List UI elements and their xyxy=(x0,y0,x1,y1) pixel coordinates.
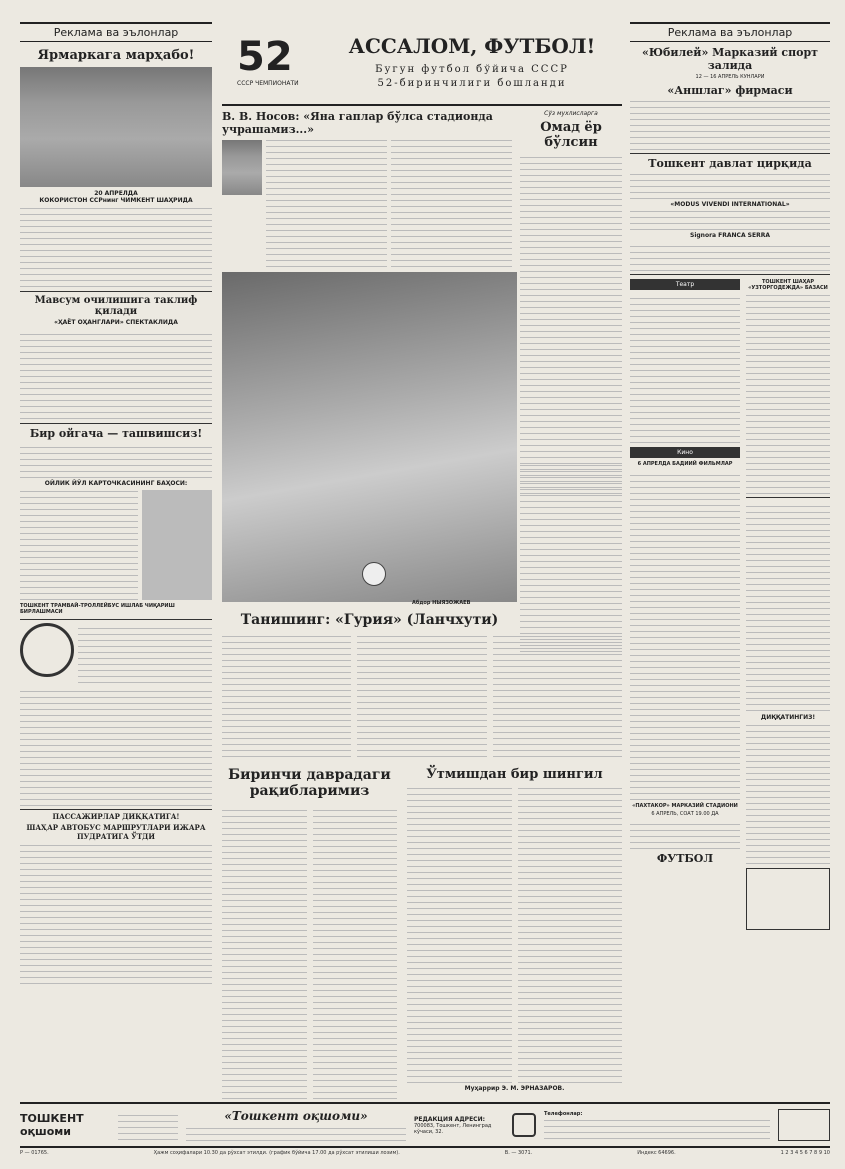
dikkat: ДИҚҚАТИНГИЗ! xyxy=(760,714,816,721)
bus-body-text xyxy=(20,844,212,984)
interview-text-2 xyxy=(391,140,512,285)
left-column xyxy=(20,22,212,1102)
transport-subtitle: ОЙЛИК ЙЎЛ КАРТОЧКАСИНИНГ БАҲОСИ: xyxy=(44,480,188,487)
interview-article xyxy=(222,110,512,285)
bordered-notice xyxy=(746,868,830,930)
anshlag-title: «Аншлаг» фирмаси xyxy=(667,84,793,97)
stadium-text xyxy=(630,819,740,849)
wishes-text xyxy=(520,154,622,494)
football-label: ФУТБОЛ xyxy=(656,852,714,865)
dikkat-text xyxy=(746,724,830,864)
wishes-text-2 xyxy=(520,462,622,652)
theatre-body-text xyxy=(20,329,212,419)
theatre-rubric: Театр xyxy=(630,279,740,290)
calendar-list-2 xyxy=(313,805,398,1102)
match-title: Танишинг: «Гурия» (Ланчхути) xyxy=(240,612,499,628)
tramway-note: ТОШКЕНТ ТРАМВАЙ-ТРОЛЛЕЙБУС ИШЛАБ ЧИҚАРИШ БИРЛАШМАСИ xyxy=(20,603,175,615)
footer-index: Индекс 64696. xyxy=(637,1150,676,1156)
calendar-list-1 xyxy=(222,805,307,1102)
masthead-center-text xyxy=(186,1123,406,1141)
telephones-text xyxy=(544,1117,770,1139)
jubilee-title: «Юбилей» Марказий спорт залида xyxy=(642,46,818,72)
signora: Signora FRANCA SERRA xyxy=(690,232,770,239)
history-text-1 xyxy=(407,788,512,1083)
calendar-title: Биринчи даврадаги рақибларимиз xyxy=(228,767,391,799)
right-column xyxy=(630,22,830,1102)
cinema-rubric: Кино xyxy=(630,447,740,458)
emblem-icon xyxy=(20,623,74,677)
redaction-address: 700083, Тошкент, Ленинград кўчаси, 32. xyxy=(414,1122,492,1135)
anshlag-text xyxy=(630,100,830,150)
editor-line: Муҳаррир Э. М. ЭРНАЗАРОВ. xyxy=(464,1085,565,1092)
transport-title: Бир ойгача — ташвишсиз! xyxy=(29,427,203,440)
masthead-left-text xyxy=(118,1110,178,1140)
history-article xyxy=(407,767,622,1092)
stadium-date: 6 АПРЕЛЬ, СОАТ 19.00 ДА xyxy=(651,811,719,817)
cinema-listing xyxy=(630,470,740,800)
fair-photo xyxy=(20,67,212,187)
masthead xyxy=(20,1102,830,1148)
footer-pages: 1 2 3 4 5 6 7 8 9 10 xyxy=(780,1150,830,1156)
fare-illustration xyxy=(142,490,212,600)
april-dates: 6 АПРЕЛДА БАДИИЙ ФИЛЬМЛАР xyxy=(637,461,733,467)
interview-title: В. В. Носов: «Яна гаплар бўлса стадионда учрашамиз...» xyxy=(222,110,493,136)
fare-list xyxy=(20,490,138,600)
left-rubric: Реклама ва эълонлар xyxy=(20,22,212,42)
banner-subtitle-2: 52-биринчилиги бошланди xyxy=(377,78,567,89)
notice-body-text xyxy=(20,686,212,806)
theatre-title: Мавсум очилишига таклиф қилади xyxy=(34,295,198,317)
transport-body-text xyxy=(20,442,212,478)
fair-headline: Ярмаркага марҳабо! xyxy=(37,48,195,63)
center-columns xyxy=(222,22,622,1102)
calendar-article xyxy=(222,767,397,1102)
masthead-box xyxy=(778,1109,830,1141)
match-text-3 xyxy=(493,632,622,757)
sales-text xyxy=(746,501,830,711)
wishes-rubric: Сўз мухлисларга xyxy=(544,110,598,117)
redaction-label: РЕДАКЦИЯ АДРЕСИ: xyxy=(414,1115,485,1123)
wishes-article xyxy=(520,110,622,494)
emblem-text xyxy=(78,623,212,683)
ball-icon xyxy=(362,562,386,586)
theatre-listing xyxy=(630,293,740,443)
masthead-left-name: ТОШКЕНТ оқшоми xyxy=(20,1112,84,1138)
theatre-subtitle: «ҲАЁТ ОҲАНГЛАРИ» СПЕКТАКЛИДА xyxy=(54,319,178,326)
fair-text: КОКОРИСТОН ССРнинг ЧИМКЕНТ ШАҲРИДА xyxy=(39,197,193,204)
right-rubric: Реклама ва эълонлар xyxy=(630,22,830,42)
circus-text xyxy=(630,210,830,230)
fair-date: 20 АПРЕЛДА xyxy=(94,190,138,197)
match-text-2 xyxy=(357,632,486,757)
signora-text xyxy=(630,241,830,271)
championship-logo xyxy=(237,34,322,94)
match-photo xyxy=(222,272,517,602)
passenger-title: ПАССАЖИРЛАР ДИҚҚАТИГА! xyxy=(52,812,180,821)
circus-title: Тошкент давлат цирқида xyxy=(648,157,812,170)
history-text-2 xyxy=(518,788,623,1083)
fair-body-text xyxy=(20,207,212,287)
footer-order: В. — 3071. xyxy=(504,1150,533,1156)
match-text-1 xyxy=(222,632,351,757)
wishes-title: Омад ёр бўлсин xyxy=(540,120,602,150)
circus-subtitle: «MODUS VIVENDI INTERNATIONAL» xyxy=(670,201,790,208)
footer xyxy=(20,1150,830,1156)
masthead-center-name: «Тошкент оқшоми» xyxy=(224,1109,368,1123)
utorgovdeca-text xyxy=(746,294,830,494)
portrait-photo xyxy=(222,140,262,195)
telephones-label: Телефонлар: xyxy=(544,1111,583,1117)
footer-center: Ҳажм соҳифалари 10.30 да рўхсат этилди. (график бўйича 17.00 да рўхсат этилиши лозим). xyxy=(153,1150,400,1156)
circus-dates xyxy=(630,173,830,199)
stadium-title: «ПАХТАКОР» МАРКАЗИЙ СТАДИОНИ xyxy=(632,803,738,809)
phone-icon xyxy=(512,1113,536,1137)
banner-title: АССАЛОМ, ФУТБОЛ! xyxy=(348,34,596,58)
interview-text-1 xyxy=(266,140,387,285)
banner xyxy=(222,22,622,106)
footer-left: Р — 01765. xyxy=(20,1150,49,1156)
logo-caption: СССР ЧЕМПИОНАТИ xyxy=(237,80,299,87)
banner-subtitle-1: Бугун футбол бўйича СССР xyxy=(375,64,569,75)
author-1: Абдор НЫЯЗОЖАЕВ xyxy=(412,600,471,606)
history-title: Ўтмишдан бир шингил xyxy=(426,767,603,782)
jubilee-dates: 12 — 16 АПРЕЛЬ КУНЛАРИ xyxy=(695,74,765,80)
bus-title: ШАҲАР АВТОБУС МАРШРУТЛАРИ ИЖАРА ПУДРАТИГА ЎТДИ xyxy=(26,823,206,841)
logo-number: 52 xyxy=(237,34,293,80)
utorgovdeca-title: ТОШКЕНТ ШАҲАР «УЗТОРГОДЕЖДА» БАЗАСИ xyxy=(748,279,828,291)
